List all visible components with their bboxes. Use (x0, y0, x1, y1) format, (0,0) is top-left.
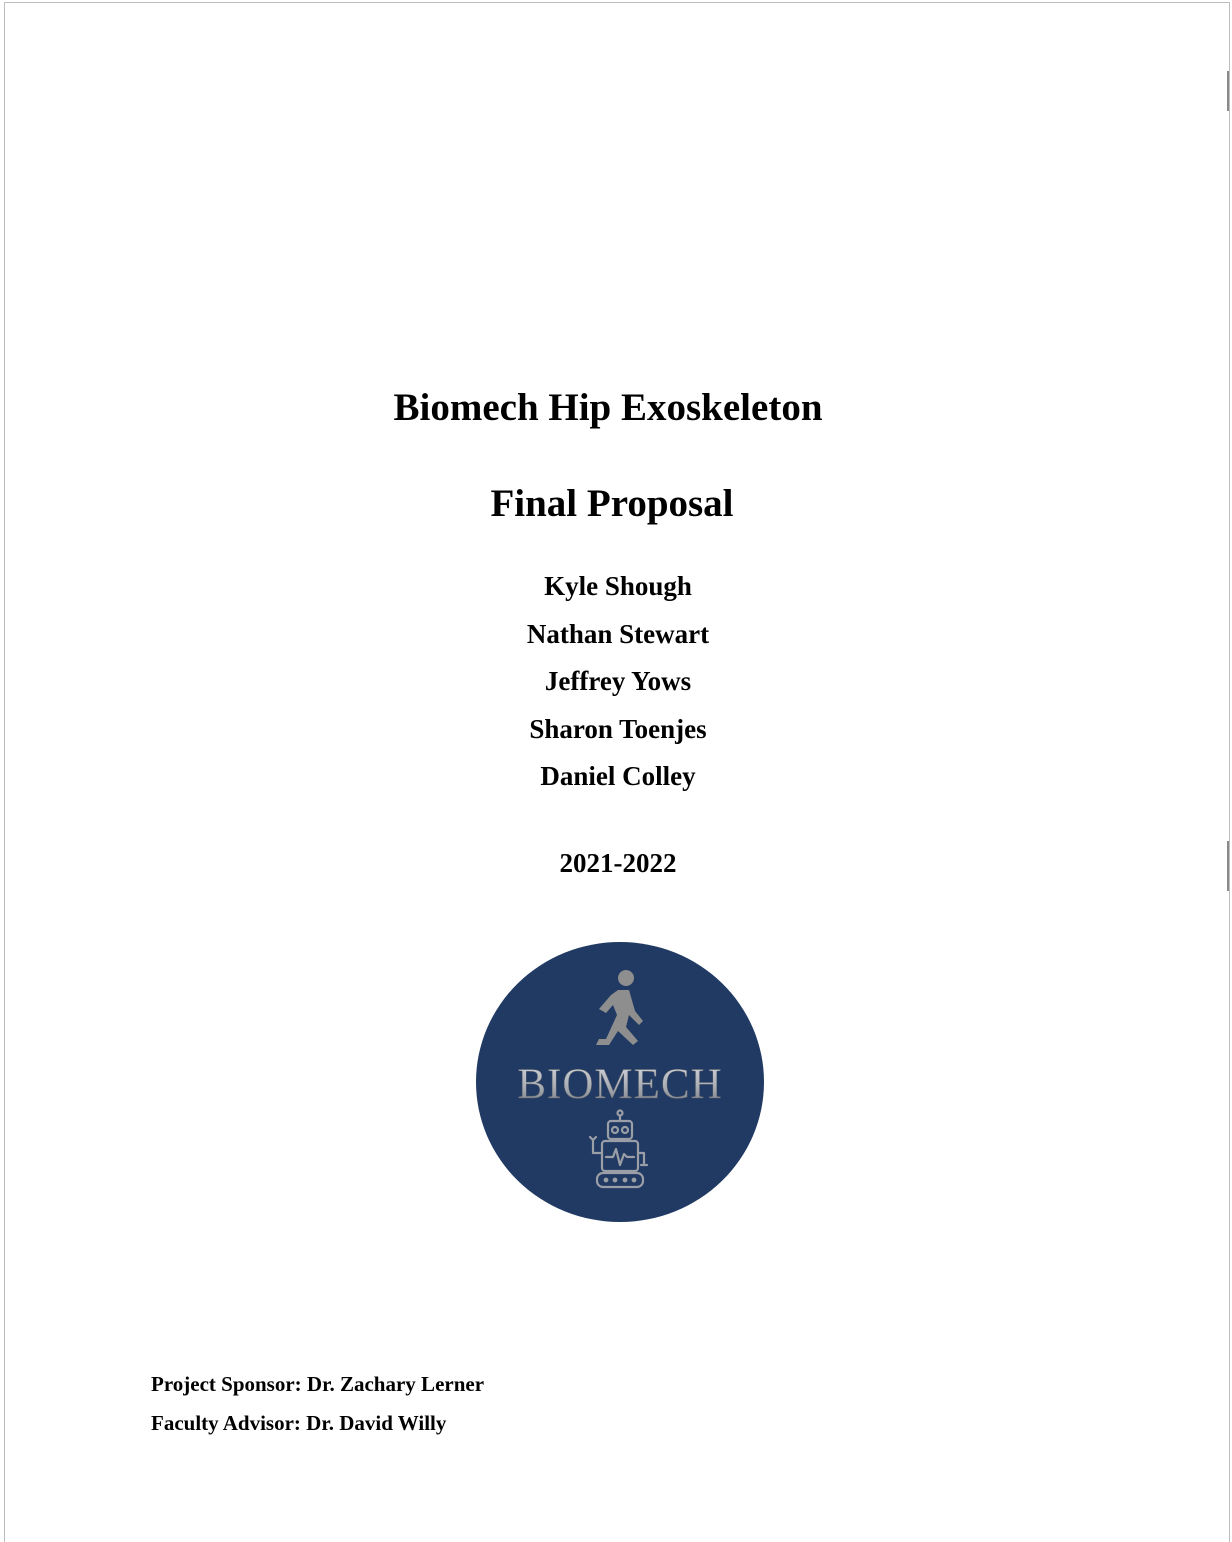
author-list (5, 566, 1231, 804)
academic-year: 2021-2022 (559, 848, 677, 878)
author-name: Daniel Colley (540, 761, 696, 791)
project-sponsor: Project Sponsor: Dr. Zachary Lerner (151, 1372, 485, 1396)
document-subtitle: Final Proposal (490, 482, 734, 525)
page-edge-marker (1227, 71, 1229, 111)
document-page (4, 2, 1230, 1542)
author-name: Kyle Shough (544, 571, 692, 601)
logo-wordmark: BIOMECH (517, 1061, 723, 1108)
author-name: Nathan Stewart (526, 618, 710, 649)
biomech-logo (475, 941, 765, 1223)
author-name: Sharon Toenjes (529, 713, 707, 744)
document-title: Biomech Hip Exoskeleton (393, 386, 823, 429)
faculty-advisor: Faculty Advisor: Dr. David Willy (151, 1411, 447, 1435)
author-name: Jeffrey Yows (544, 666, 692, 696)
